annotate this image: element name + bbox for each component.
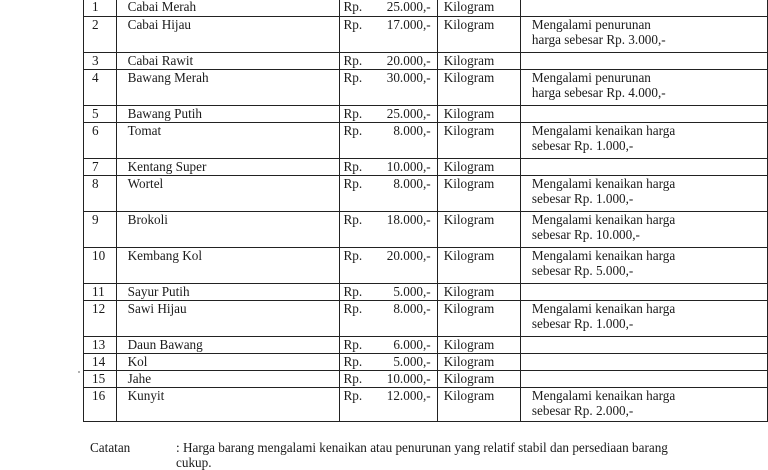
table-row (84, 70, 768, 106)
scan-speck (78, 371, 80, 373)
item-name: Jahe (116, 371, 339, 388)
price-value: 5.000,- (393, 354, 431, 369)
note-line: Mengalami kenaikan harga (531, 301, 676, 316)
table-row (84, 0, 768, 17)
table-row (84, 354, 768, 371)
table-row (84, 284, 768, 301)
price-wrap (344, 123, 437, 138)
currency-label: Rp. (343, 371, 363, 386)
currency-label: Rp. (343, 337, 363, 352)
item-price-cell (339, 388, 437, 422)
table-row (84, 17, 768, 53)
price-value: 20.000,- (386, 248, 431, 263)
price-wrap (344, 248, 437, 263)
price-value: 25.000,- (386, 0, 431, 14)
note-line: Mengalami penurunan (531, 70, 651, 85)
price-table-body (84, 0, 768, 422)
currency-label: Rp. (343, 354, 363, 369)
price-value: 10.000,- (386, 159, 431, 174)
price-wrap (344, 337, 437, 352)
item-price-cell (339, 123, 437, 159)
table-row (84, 176, 768, 212)
price-wrap (344, 354, 437, 369)
price-value: 8.000,- (393, 123, 431, 138)
price-value: 5.000,- (393, 284, 431, 299)
item-price-cell (339, 53, 437, 70)
price-change-note (520, 53, 767, 70)
table-row (84, 123, 768, 159)
price-value: 10.000,- (386, 371, 431, 386)
currency-label: Rp. (343, 0, 363, 14)
row-number: 14 (84, 354, 117, 371)
currency-label: Rp. (343, 53, 363, 68)
note-line: Mengalami kenaikan harga (531, 176, 676, 191)
item-price-cell (339, 284, 437, 301)
catatan-text: : Harga barang mengalami kenaikan atau penurunan yang relatif stabil dan persediaan barang cukup. (176, 440, 668, 470)
row-number: 7 (84, 159, 117, 176)
item-name: Cabai Hijau (116, 17, 339, 53)
price-value: 18.000,- (386, 212, 431, 227)
price-wrap (344, 284, 437, 299)
row-number: 2 (84, 17, 117, 53)
unit: Kilogram (437, 212, 520, 248)
row-number: 16 (84, 388, 117, 422)
currency-label: Rp. (343, 212, 363, 227)
price-change-note (520, 301, 767, 337)
item-price-cell (339, 248, 437, 284)
item-name: Bawang Merah (116, 70, 339, 106)
note-line: Mengalami kenaikan harga (531, 123, 676, 138)
item-name: Kunyit (116, 388, 339, 422)
price-change-note (520, 176, 767, 212)
price-wrap (344, 176, 437, 191)
price-value: 6.000,- (393, 337, 431, 352)
unit: Kilogram (437, 106, 520, 123)
row-number: 15 (84, 371, 117, 388)
item-price-cell (339, 106, 437, 123)
price-change-note (520, 284, 767, 301)
item-price-cell (339, 337, 437, 354)
note-line: Mengalami penurunan (531, 17, 651, 32)
item-name: Wortel (116, 176, 339, 212)
unit: Kilogram (437, 0, 520, 17)
item-price-cell (339, 17, 437, 53)
price-change-note (520, 354, 767, 371)
unit: Kilogram (437, 70, 520, 106)
item-price-cell (339, 301, 437, 337)
price-wrap (344, 70, 437, 85)
table-row (84, 337, 768, 354)
item-name: Daun Bawang (116, 337, 339, 354)
price-wrap (344, 53, 437, 68)
currency-label: Rp. (343, 248, 363, 263)
table-row (84, 212, 768, 248)
row-number: 12 (84, 301, 117, 337)
currency-label: Rp. (343, 17, 363, 32)
table-row (84, 301, 768, 337)
item-name: Tomat (116, 123, 339, 159)
note-line: Mengalami kenaikan harga (531, 248, 676, 263)
note-line: sebesar Rp. 1.000,- (531, 316, 634, 331)
item-name: Sayur Putih (116, 284, 339, 301)
price-change-note (520, 17, 767, 53)
unit: Kilogram (437, 159, 520, 176)
note-line: sebesar Rp. 2.000,- (531, 403, 634, 418)
price-change-note (520, 70, 767, 106)
item-name: Cabai Rawit (116, 53, 339, 70)
price-value: 17.000,- (386, 17, 431, 32)
unit: Kilogram (437, 53, 520, 70)
item-name: Cabai Merah (116, 0, 339, 17)
item-price-cell (339, 176, 437, 212)
price-value: 8.000,- (393, 176, 431, 191)
currency-label: Rp. (343, 388, 363, 403)
row-number: 8 (84, 176, 117, 212)
currency-label: Rp. (343, 123, 363, 138)
price-wrap (344, 17, 437, 32)
unit: Kilogram (437, 301, 520, 337)
price-change-note (520, 106, 767, 123)
item-name: Kembang Kol (116, 248, 339, 284)
price-value: 25.000,- (386, 106, 431, 121)
unit: Kilogram (437, 17, 520, 53)
currency-label: Rp. (343, 176, 363, 191)
price-value: 20.000,- (386, 53, 431, 68)
item-price-cell (339, 354, 437, 371)
price-change-note (520, 0, 767, 17)
currency-label: Rp. (343, 106, 363, 121)
item-price-cell (339, 0, 437, 17)
price-change-note (520, 371, 767, 388)
table-row (84, 53, 768, 70)
row-number: 3 (84, 53, 117, 70)
note-line: Mengalami kenaikan harga (531, 212, 676, 227)
item-name: Bawang Putih (116, 106, 339, 123)
price-value: 30.000,- (386, 70, 431, 85)
unit: Kilogram (437, 176, 520, 212)
item-price-cell (339, 212, 437, 248)
currency-label: Rp. (343, 284, 363, 299)
currency-label: Rp. (343, 159, 363, 174)
table-row (84, 159, 768, 176)
item-name: Brokoli (116, 212, 339, 248)
row-number: 4 (84, 70, 117, 106)
unit: Kilogram (437, 123, 520, 159)
price-wrap (344, 0, 437, 14)
note-line: sebesar Rp. 5.000,- (531, 263, 634, 278)
table-row (84, 388, 768, 422)
price-wrap (344, 212, 437, 227)
note-line: sebesar Rp. 1.000,- (531, 191, 634, 206)
note-line: sebesar Rp. 10.000,- (531, 227, 640, 242)
row-number: 11 (84, 284, 117, 301)
item-price-cell (339, 159, 437, 176)
row-number: 13 (84, 337, 117, 354)
note-line: harga sebesar Rp. 4.000,- (531, 85, 666, 100)
price-table (83, 0, 768, 422)
row-number: 9 (84, 212, 117, 248)
price-wrap (344, 388, 437, 403)
row-number: 5 (84, 106, 117, 123)
item-name: Kentang Super (116, 159, 339, 176)
price-wrap (344, 371, 437, 386)
note-line: sebesar Rp. 1.000,- (531, 138, 634, 153)
price-change-note (520, 388, 767, 422)
price-change-note (520, 337, 767, 354)
price-change-note (520, 159, 767, 176)
unit: Kilogram (437, 284, 520, 301)
item-name: Sawi Hijau (116, 301, 339, 337)
table-row (84, 248, 768, 284)
price-value: 12.000,- (386, 388, 431, 403)
price-wrap (344, 106, 437, 121)
row-number: 6 (84, 123, 117, 159)
unit: Kilogram (437, 371, 520, 388)
note-line: harga sebesar Rp. 3.000,- (531, 32, 666, 47)
catatan-label: Catatan (90, 440, 131, 455)
table-row (84, 106, 768, 123)
price-wrap (344, 301, 437, 316)
table-row (84, 371, 768, 388)
price-change-note (520, 212, 767, 248)
price-change-note (520, 248, 767, 284)
item-name: Kol (116, 354, 339, 371)
row-number: 1 (84, 0, 117, 17)
price-value: 8.000,- (393, 301, 431, 316)
unit: Kilogram (437, 337, 520, 354)
currency-label: Rp. (343, 301, 363, 316)
item-price-cell (339, 70, 437, 106)
currency-label: Rp. (343, 70, 363, 85)
unit: Kilogram (437, 248, 520, 284)
item-price-cell (339, 371, 437, 388)
price-change-note (520, 123, 767, 159)
unit: Kilogram (437, 388, 520, 422)
unit: Kilogram (437, 354, 520, 371)
note-line: Mengalami kenaikan harga (531, 388, 676, 403)
price-wrap (344, 159, 437, 174)
row-number: 10 (84, 248, 117, 284)
